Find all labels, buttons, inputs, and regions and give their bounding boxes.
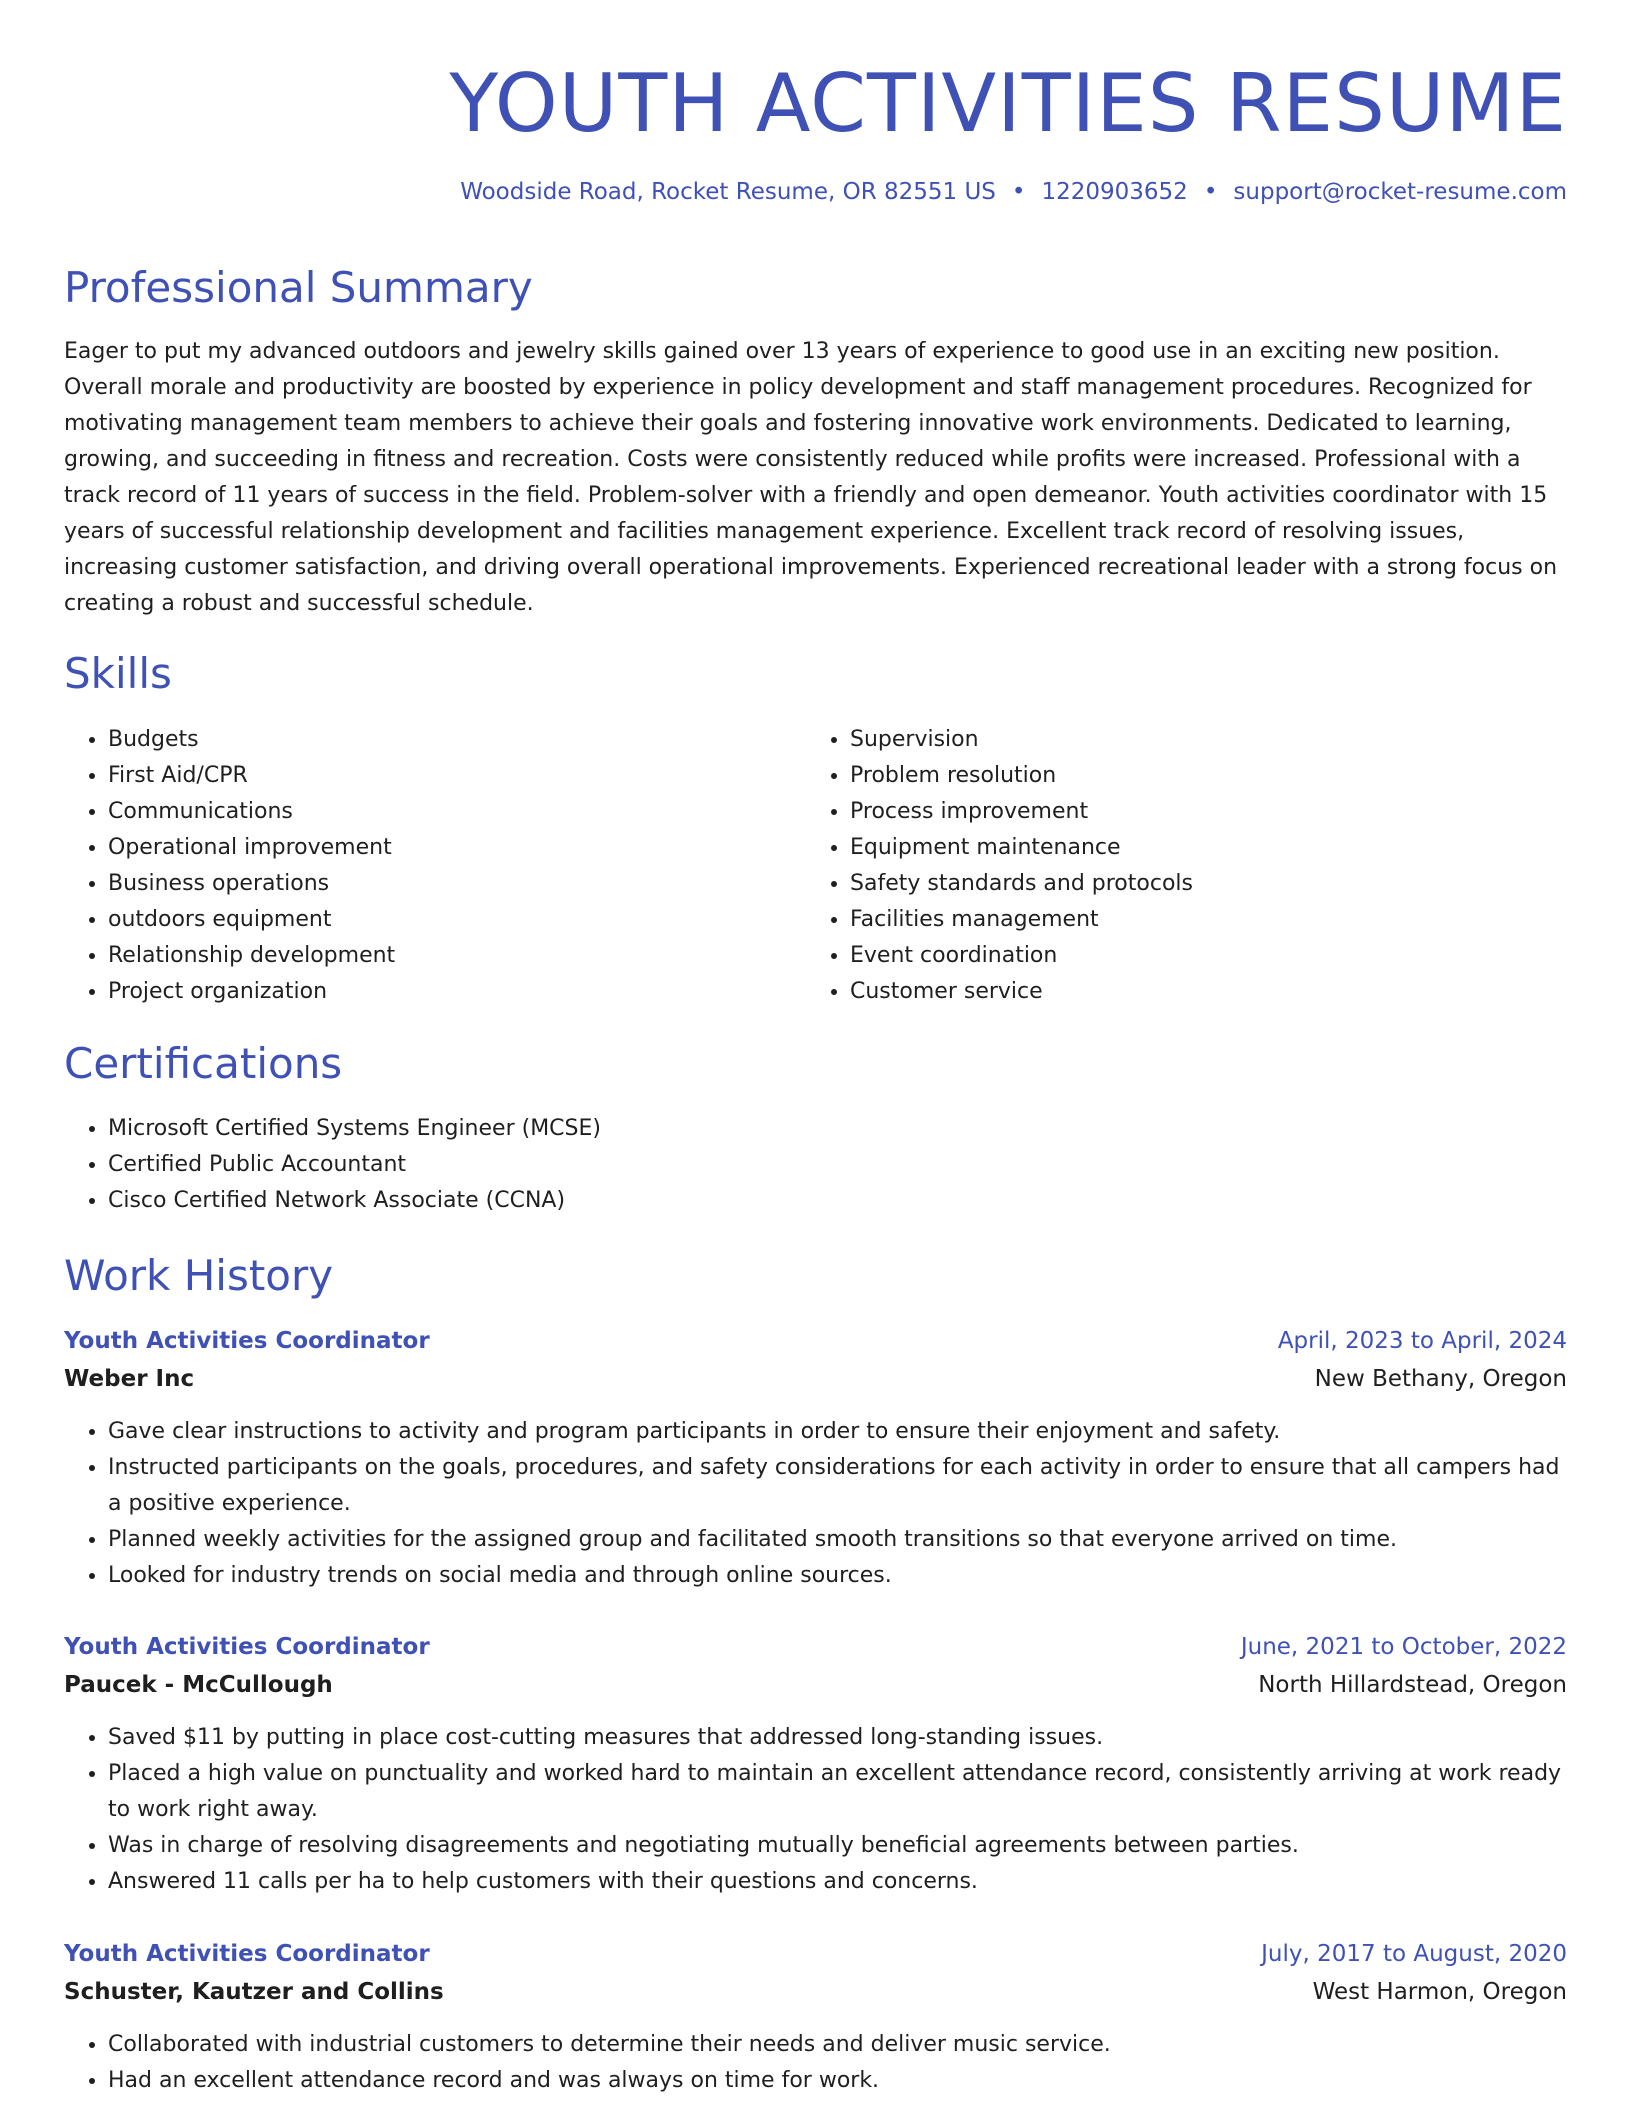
contact-address: Woodside Road, Rocket Resume, OR 82551 US: [460, 179, 996, 205]
job-title: Youth Activities Coordinator: [64, 1634, 430, 1660]
job-title: Youth Activities Coordinator: [64, 1941, 430, 1967]
resume-title: YOUTH ACTIVITIES RESUME: [449, 57, 1567, 150]
job-bullet: • Gave clear instructions to activity and program participants in order to ensure their enjoyment and safety.: [108, 1414, 1567, 1450]
skill-item: • Relationship development: [108, 938, 395, 974]
contact-line: [460, 176, 1567, 208]
job-bullet: • Answered 11 calls per ha to help customers with their questions and concerns.: [108, 1864, 1567, 1900]
summary-text: Eager to put my advanced outdoors and jewelry skills gained over 13 years of experience to good use in an exciting new position. Overall morale and productivity are boosted by experience in policy development and staff management procedures. Recognized for motivating management team members to achieve their goals and fostering innovative work environments. Dedicated to learning, growing, and succeeding in fitness and recreation. Costs were consistently reduced while profits were increased. Professional with a track record of 11 years of success in the field. Problem-solver with a friendly and open demeanor. Youth activities coordinator with 15 years of successful relationship development and facilities management experience. Excellent track record of resolving issues, increasing customer satisfaction, and driving overall operational improvements. Experienced recreational leader with a strong focus on creating a robust and successful schedule.: [64, 339, 1558, 616]
job-entry: [64, 1935, 1567, 2099]
certifications-heading: Certifications: [64, 1039, 343, 1088]
job-bullet: • Instructed participants on the goals, procedures, and safety considerations for each activity in order to ensure that all campers had a positive experience.: [108, 1450, 1567, 1522]
job-location: West Harmon, Oregon: [1312, 1979, 1567, 2005]
job-bullet: • Collaborated with industrial customers to determine their needs and deliver music service.: [108, 2027, 1567, 2063]
skill-item: • Facilities management: [850, 902, 1193, 938]
job-title: Youth Activities Coordinator: [64, 1328, 430, 1354]
job-dates: July, 2017 to August, 2020: [1261, 1941, 1567, 1967]
job-bullet: • Had an excellent attendance record and was always on time for work.: [108, 2063, 1567, 2099]
job-bullet: • Looked for industry trends on social media and through online sources.: [108, 1558, 1567, 1594]
job-title-row: [64, 1628, 1567, 1666]
skills-heading: Skills: [64, 649, 172, 698]
job-entry: [64, 1628, 1567, 1900]
skill-item: • Supervision: [850, 722, 1193, 758]
skill-item: • Communications: [108, 794, 395, 830]
job-bullet: • Placed a high value on punctuality and worked hard to maintain an excellent attendance record, consistently arriving at work ready to work right away.: [108, 1756, 1567, 1828]
summary-heading: Professional Summary: [64, 263, 533, 312]
certification-item: • Cisco Certified Network Associate (CCNA): [108, 1183, 601, 1219]
skill-item: • Customer service: [850, 974, 1193, 1010]
work-history-heading: Work History: [64, 1251, 334, 1300]
skill-item: • Budgets: [108, 722, 395, 758]
skills-list-left: [64, 722, 395, 1010]
job-bullets: [64, 1414, 1567, 1594]
contact-separator: •: [1203, 179, 1218, 205]
job-bullets: [64, 1720, 1567, 1900]
skill-item: • Business operations: [108, 866, 395, 902]
skill-item: • Equipment maintenance: [850, 830, 1193, 866]
skill-item: • Problem resolution: [850, 758, 1193, 794]
job-bullet: • Was in charge of resolving disagreements and negotiating mutually beneficial agreements between parties.: [108, 1828, 1567, 1864]
job-bullet: • Planned weekly activities for the assigned group and facilitated smooth transitions so that everyone arrived on time.: [108, 1522, 1567, 1558]
job-company-row: [64, 1360, 1567, 1398]
job-company-row: [64, 1666, 1567, 1704]
contact-separator: •: [1011, 179, 1026, 205]
job-company-row: [64, 1973, 1567, 2011]
job-company: Paucek - McCullough: [64, 1672, 333, 1698]
job-bullet: • Saved $11 by putting in place cost-cutting measures that addressed long-standing issues.: [108, 1720, 1567, 1756]
skill-item: • Operational improvement: [108, 830, 395, 866]
job-company: Weber Inc: [64, 1366, 195, 1392]
job-entry: [64, 1322, 1567, 1594]
contact-email[interactable]: support@rocket-resume.com: [1233, 179, 1567, 205]
job-dates: April, 2023 to April, 2024: [1277, 1328, 1567, 1354]
skill-item: • Safety standards and protocols: [850, 866, 1193, 902]
job-title-row: [64, 1935, 1567, 1973]
resume-page: [64, 0, 1567, 2093]
job-title-row: [64, 1322, 1567, 1360]
job-dates: June, 2021 to October, 2022: [1240, 1634, 1567, 1660]
skill-item: • Process improvement: [850, 794, 1193, 830]
certifications-list: [64, 1111, 601, 1219]
skill-item: • Event coordination: [850, 938, 1193, 974]
job-location: New Bethany, Oregon: [1314, 1366, 1567, 1392]
certification-item: • Microsoft Certified Systems Engineer (MCSE): [108, 1111, 601, 1147]
job-bullets: [64, 2027, 1567, 2099]
skill-item: • Project organization: [108, 974, 395, 1010]
skill-item: • First Aid/CPR: [108, 758, 395, 794]
skills-list-right: [806, 722, 1193, 1010]
skill-item: • outdoors equipment: [108, 902, 395, 938]
certification-item: • Certified Public Accountant: [108, 1147, 601, 1183]
job-company: Schuster, Kautzer and Collins: [64, 1979, 444, 2005]
contact-phone: 1220903652: [1041, 179, 1188, 205]
job-location: North Hillardstead, Oregon: [1258, 1672, 1567, 1698]
